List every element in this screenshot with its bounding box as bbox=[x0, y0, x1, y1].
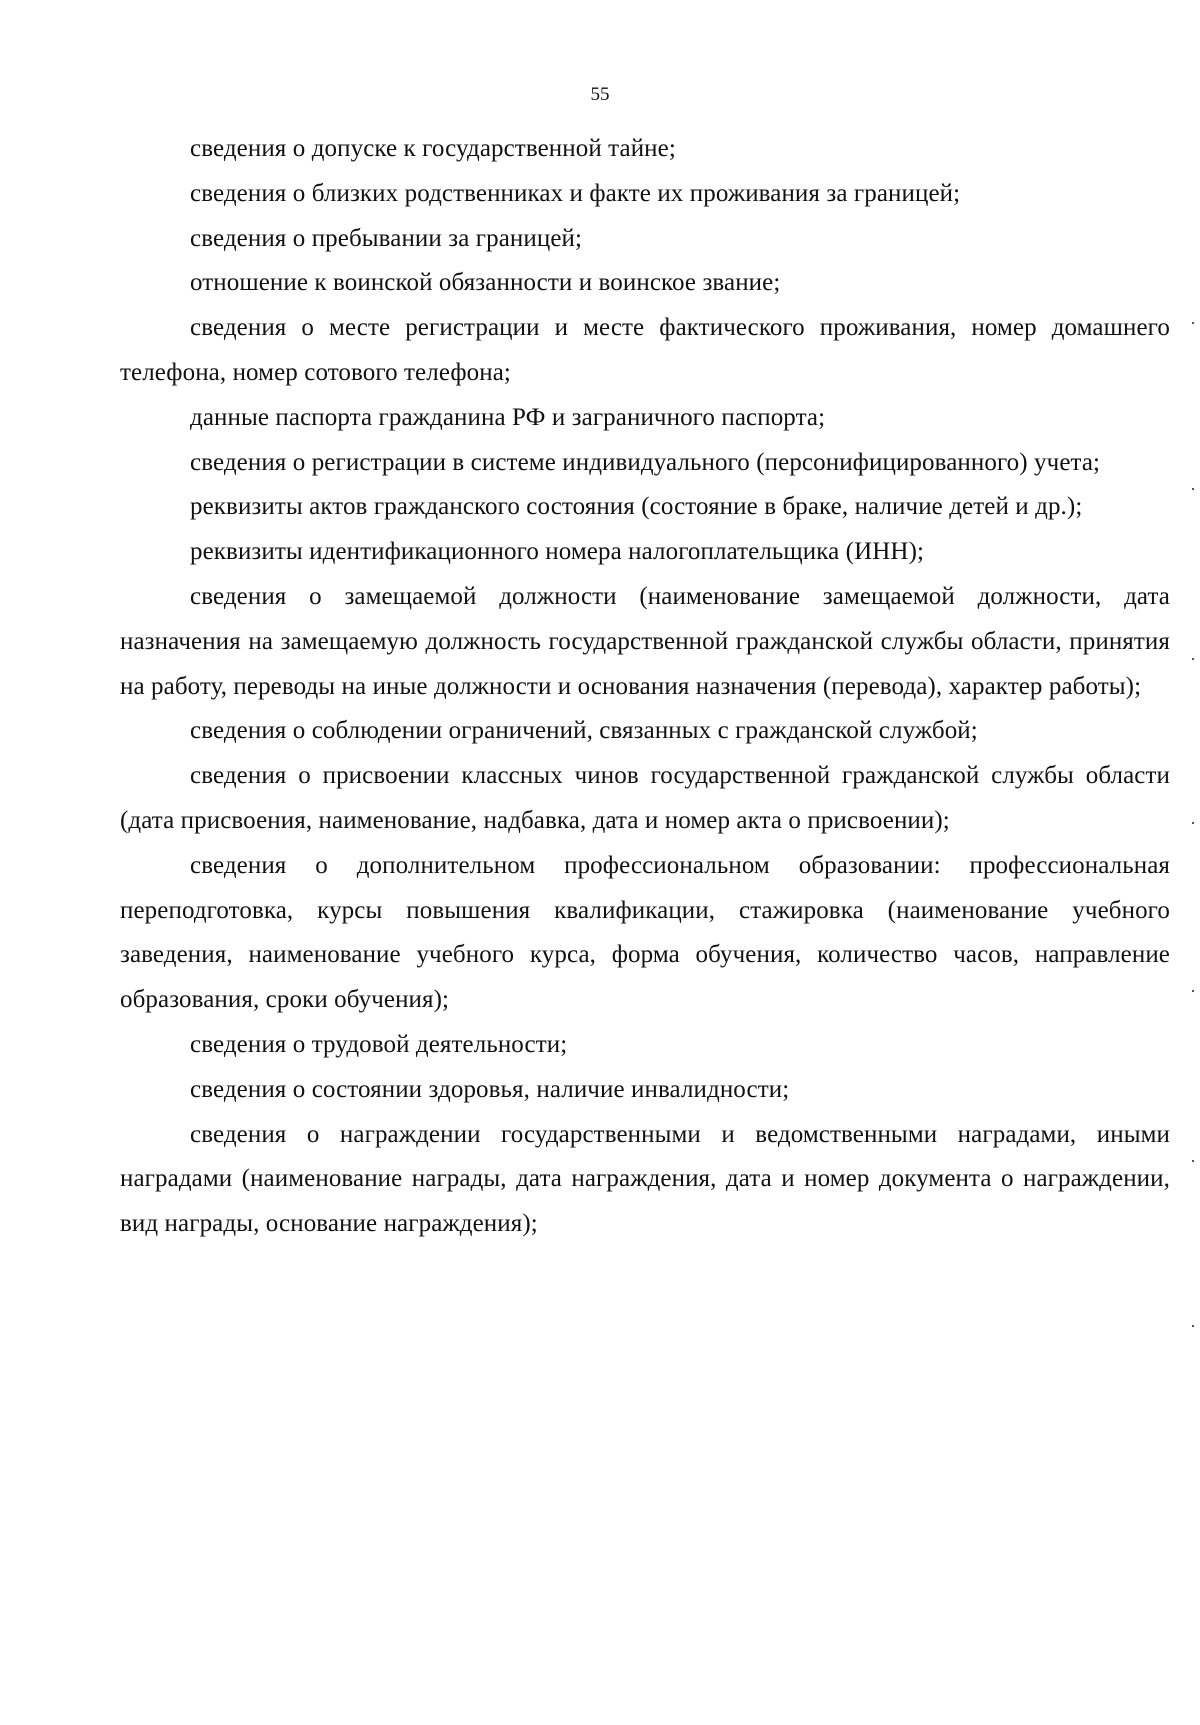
scan-mark bbox=[1192, 990, 1194, 992]
page-number: 55 bbox=[590, 84, 610, 105]
scan-mark bbox=[1192, 822, 1194, 824]
document-body bbox=[120, 127, 1170, 1247]
paragraph: отношение к воинской обязанности и воинское звание; bbox=[190, 269, 781, 297]
paragraph: реквизиты идентификационного номера налогоплательщика (ИНН); bbox=[190, 538, 925, 566]
scan-mark bbox=[1192, 658, 1194, 660]
paragraph: сведения о допуске к государственной тайне; bbox=[190, 135, 676, 162]
paragraph: сведения о дополнительном профессиональном образовании: профессиональная переподготовка, курсы повышения квалификации, стажировка (наименование учебного заведения, наименование учебного курса, форма обучения, количество часов, направление образования, сроки обучения); bbox=[120, 851, 1170, 1014]
paragraph: данные паспорта гражданина РФ и заграничного паспорта; bbox=[190, 403, 826, 431]
paragraph: сведения о трудовой деятельности; bbox=[190, 1030, 568, 1058]
scan-mark bbox=[1192, 322, 1194, 324]
scan-mark bbox=[1192, 1325, 1194, 1327]
paragraph: сведения о месте регистрации и месте фактического проживания, номер домашнего телефона, номер сотового телефона; bbox=[120, 314, 1170, 386]
paragraph: сведения о соблюдении ограничений, связанных с гражданской службой; bbox=[190, 717, 978, 745]
paragraph: сведения о награждении государственными и ведомственными наградами, иными наградами (наименование награды, дата награждения, дата и номер документа о награждении, вид награды, основание награждения); bbox=[120, 1120, 1170, 1238]
scan-mark bbox=[1192, 1160, 1194, 1162]
paragraph: сведения о присвоении классных чинов государственной гражданской службы области (дата присвоения, наименование, надбавка, дата и номер акта о присвоении); bbox=[120, 762, 1170, 834]
paragraph: сведения о пребывании за границей; bbox=[190, 224, 583, 252]
scan-mark bbox=[1192, 488, 1194, 490]
paragraph: сведения о регистрации в системе индивидуального (персонифицированного) учета; bbox=[190, 448, 1101, 476]
paragraph: сведения о состоянии здоровья, наличие инвалидности; bbox=[190, 1075, 790, 1103]
paragraph: сведения о близких родственниках и факте их проживания за границей; bbox=[190, 179, 961, 207]
paragraph: реквизиты актов гражданского состояния (состояние в браке, наличие детей и др.); bbox=[190, 493, 1083, 521]
paragraph: сведения о замещаемой должности (наименование замещаемой должности, дата назначения на замещаемую должность государственной гражданской службы области, принятия на работу, переводы на иные должности и основания назначения (перевода), характер работы); bbox=[120, 582, 1170, 700]
